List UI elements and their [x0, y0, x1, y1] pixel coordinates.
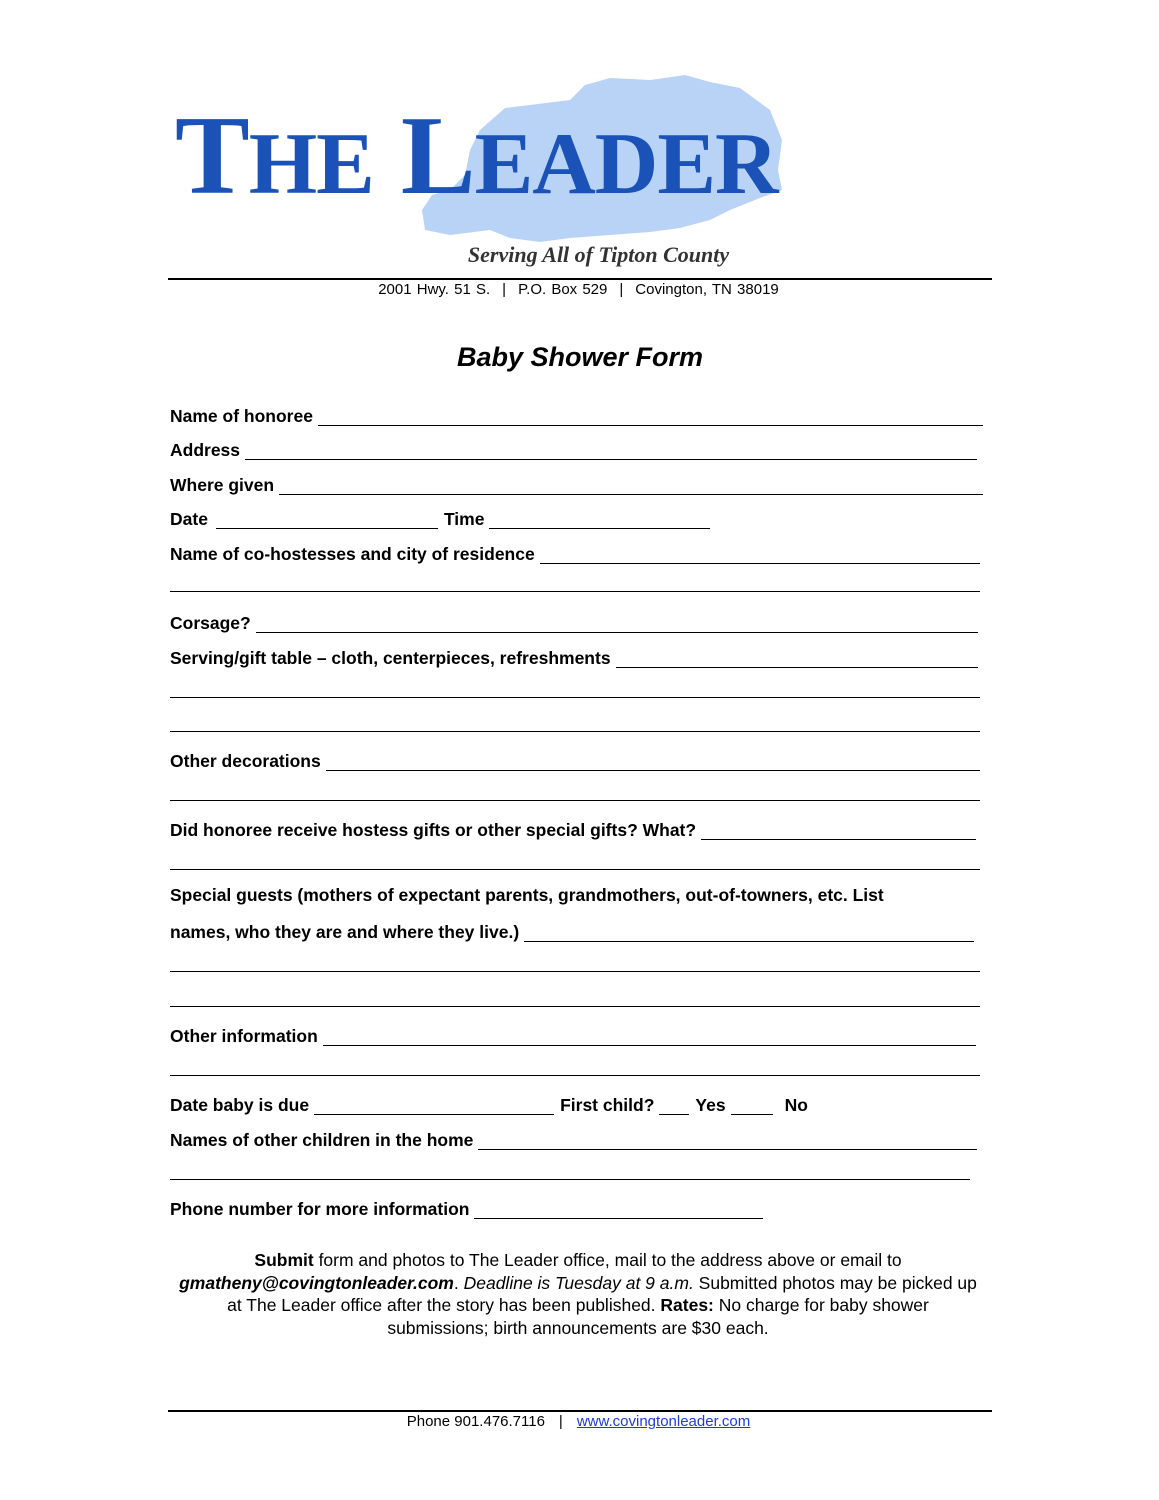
serving-table-field[interactable] [616, 649, 978, 668]
tagline: Serving All of Tipton County [467, 242, 730, 267]
masthead-l: L [400, 94, 475, 218]
form-title: Baby Shower Form [456, 342, 704, 372]
serving-table-field-continued[interactable] [170, 697, 980, 698]
due-date-row [170, 1089, 850, 1115]
corsage-field[interactable] [256, 614, 978, 633]
hostess-gifts-row [170, 814, 976, 840]
time-field[interactable] [489, 510, 710, 529]
rates-emphasis: Rates: [660, 1295, 714, 1315]
footer-phone: Phone 901.476.7116 [406, 1413, 545, 1430]
serving-table-field-continued[interactable] [170, 731, 980, 732]
date-label: Date [170, 509, 208, 529]
submission-text: Submitted photos may be picked up at The Leader office after the story has been published. [227, 1272, 977, 1315]
date-field[interactable] [216, 510, 438, 529]
address-row [170, 434, 977, 460]
submission-email: gmatheny@covingtonleader.com [179, 1272, 454, 1293]
separator: | [502, 281, 507, 298]
other-information-field-continued[interactable] [170, 1075, 980, 1076]
honoree-field[interactable] [318, 407, 983, 426]
other-decorations-row [170, 745, 980, 771]
where-given-field[interactable] [279, 476, 983, 495]
phone-label: Phone number for more information [170, 1199, 470, 1219]
first-child-label: First child? [560, 1095, 655, 1115]
first-child-no-field[interactable] [731, 1096, 773, 1115]
other-children-label: Names of other children in the home [170, 1130, 474, 1150]
address-field[interactable] [245, 441, 977, 460]
corsage-label: Corsage? [170, 613, 251, 633]
hostess-gifts-field[interactable] [701, 821, 976, 840]
due-date-label: Date baby is due [170, 1095, 310, 1115]
special-guests-field-continued[interactable] [170, 971, 980, 972]
submission-instructions [178, 1249, 978, 1339]
date-time-row [170, 503, 710, 529]
submission-text: . [453, 1272, 464, 1293]
cohostesses-row [170, 538, 980, 564]
street-address: 2001 Hwy. 51 S. [378, 281, 491, 298]
submission-text: form and photos to The Leader office, mail to the address above or email to [313, 1250, 902, 1270]
other-information-field[interactable] [323, 1027, 976, 1046]
hostess-gifts-label: Did honoree receive hostess gifts or other special gifts? What? [170, 820, 697, 840]
submit-emphasis: Submit [254, 1250, 314, 1270]
time-label: Time [443, 509, 485, 529]
deadline-text: Deadline is Tuesday at 9 a.m. [463, 1272, 694, 1293]
separator: | [558, 1413, 563, 1430]
masthead-t: T [175, 94, 249, 218]
corsage-row [170, 607, 978, 633]
other-decorations-field-continued[interactable] [170, 800, 980, 801]
special-guests-label-cont: names, who they are and where they live.) [170, 922, 520, 942]
rates-text: No charge for baby shower submissions; birth announcements are $30 each. [387, 1295, 929, 1338]
honoree-row [170, 400, 983, 426]
footer [0, 1413, 1157, 1430]
other-children-row [170, 1124, 977, 1150]
cohostesses-label: Name of co-hostesses and city of residence [170, 544, 535, 564]
masthead-eader: EADER [474, 116, 778, 213]
masthead-he: HE [248, 116, 374, 213]
special-guests-field-continued[interactable] [170, 1006, 980, 1007]
newspaper-masthead [175, 96, 983, 225]
other-children-field-continued[interactable] [170, 1179, 970, 1180]
website-link[interactable]: www.covingtonleader.com [576, 1413, 751, 1430]
other-decorations-label: Other decorations [170, 751, 321, 771]
serving-table-row [170, 642, 978, 668]
cohostesses-field[interactable] [540, 545, 980, 564]
honoree-label: Name of honoree [170, 406, 313, 426]
city-state-zip: Covington, TN 38019 [635, 281, 779, 298]
po-box: P.O. Box 529 [518, 281, 608, 298]
first-child-yes-field[interactable] [659, 1096, 689, 1115]
serving-table-label: Serving/gift table – cloth, centerpieces, refreshments [170, 648, 611, 668]
other-information-row [170, 1020, 976, 1046]
where-given-row [170, 469, 983, 495]
address-line [0, 281, 1157, 298]
phone-field[interactable] [474, 1200, 763, 1219]
due-date-field[interactable] [314, 1096, 554, 1115]
header-divider [168, 278, 992, 280]
special-guests-label: Special guests (mothers of expectant parents, grandmothers, out-of-towners, etc. List [170, 885, 884, 905]
where-given-label: Where given [170, 475, 275, 495]
footer-divider [168, 1410, 992, 1412]
address-label: Address [170, 440, 241, 460]
other-children-field[interactable] [478, 1131, 977, 1150]
separator: | [619, 281, 624, 298]
cohostesses-field-continued[interactable] [170, 591, 980, 592]
hostess-gifts-field-continued[interactable] [170, 869, 980, 870]
yes-label: Yes [695, 1095, 726, 1115]
phone-row [170, 1193, 763, 1219]
special-guests-field[interactable] [524, 923, 974, 942]
no-label: No [784, 1095, 808, 1115]
special-guests-row [170, 916, 974, 942]
other-information-label: Other information [170, 1026, 318, 1046]
other-decorations-field[interactable] [326, 752, 980, 771]
